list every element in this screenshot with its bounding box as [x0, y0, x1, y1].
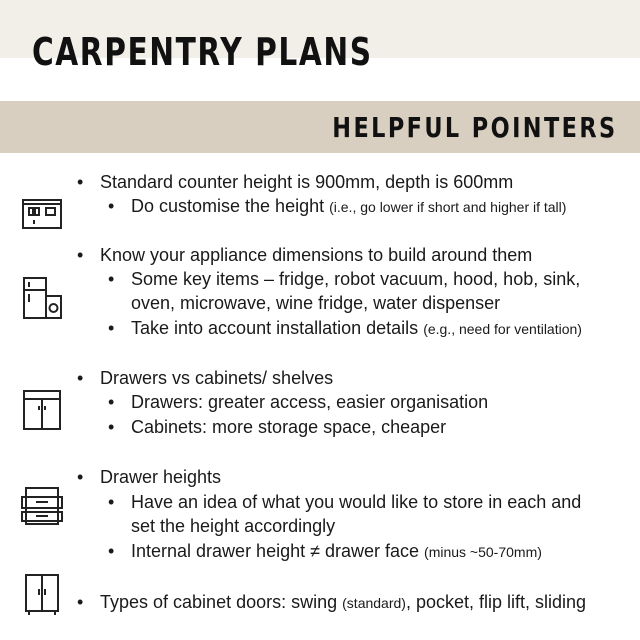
section-5-main: Types of cabinet doors: swing (standard), pocket, flip lift, sliding — [100, 592, 587, 612]
section-4-sub-1: Have an idea of what you would like to store in each and — [131, 492, 582, 512]
bullet: • — [108, 541, 115, 561]
page-subtitle: HELPFUL POINTERS — [332, 111, 618, 144]
cabinet-shelves-icon — [20, 388, 64, 432]
section-2-sub-1: Some key items – fridge, robot vacuum, hood, hob, sink, — [131, 269, 581, 289]
section-3-main: Drawers vs cabinets/ shelves — [100, 368, 334, 388]
drawer-icon — [20, 484, 64, 528]
section-4-main: Drawer heights — [100, 467, 222, 487]
section-3-sub-1: Drawers: greater access, easier organisation — [131, 392, 489, 412]
section-3-sub-2: Cabinets: more storage space, cheaper — [131, 417, 447, 437]
wardrobe-icon — [20, 572, 64, 616]
bullet: • — [108, 196, 115, 216]
bullet: • — [108, 392, 115, 412]
section-2-sub-1-cont: oven, microwave, wine fridge, water dispenser — [131, 293, 501, 313]
kitchen-counter-icon — [20, 190, 64, 234]
fridge-appliance-icon — [20, 276, 64, 320]
section-2-sub-2: Take into account installation details (e.g., need for ventilation) — [131, 318, 582, 338]
section-2-main: Know your appliance dimensions to build around them — [100, 245, 533, 265]
bullet: • — [77, 245, 84, 265]
bullet: • — [108, 492, 115, 512]
subtitle-bar — [0, 101, 640, 153]
section-1-main: Standard counter height is 900mm, depth is 600mm — [100, 172, 514, 192]
bullet: • — [108, 269, 115, 289]
bullet: • — [77, 172, 84, 192]
section-4-sub-1-cont: set the height accordingly — [131, 516, 336, 536]
bullet: • — [77, 467, 84, 487]
bullet: • — [77, 368, 84, 388]
section-1-sub-1: Do customise the height (i.e., go lower if short and higher if tall) — [131, 196, 567, 216]
section-4-sub-2: Internal drawer height ≠ drawer face (minus ~50-70mm) — [131, 541, 542, 561]
bullet: • — [108, 417, 115, 437]
bullet: • — [108, 318, 115, 338]
page-title: CARPENTRY PLANS — [32, 30, 373, 74]
bullet: • — [77, 592, 84, 612]
